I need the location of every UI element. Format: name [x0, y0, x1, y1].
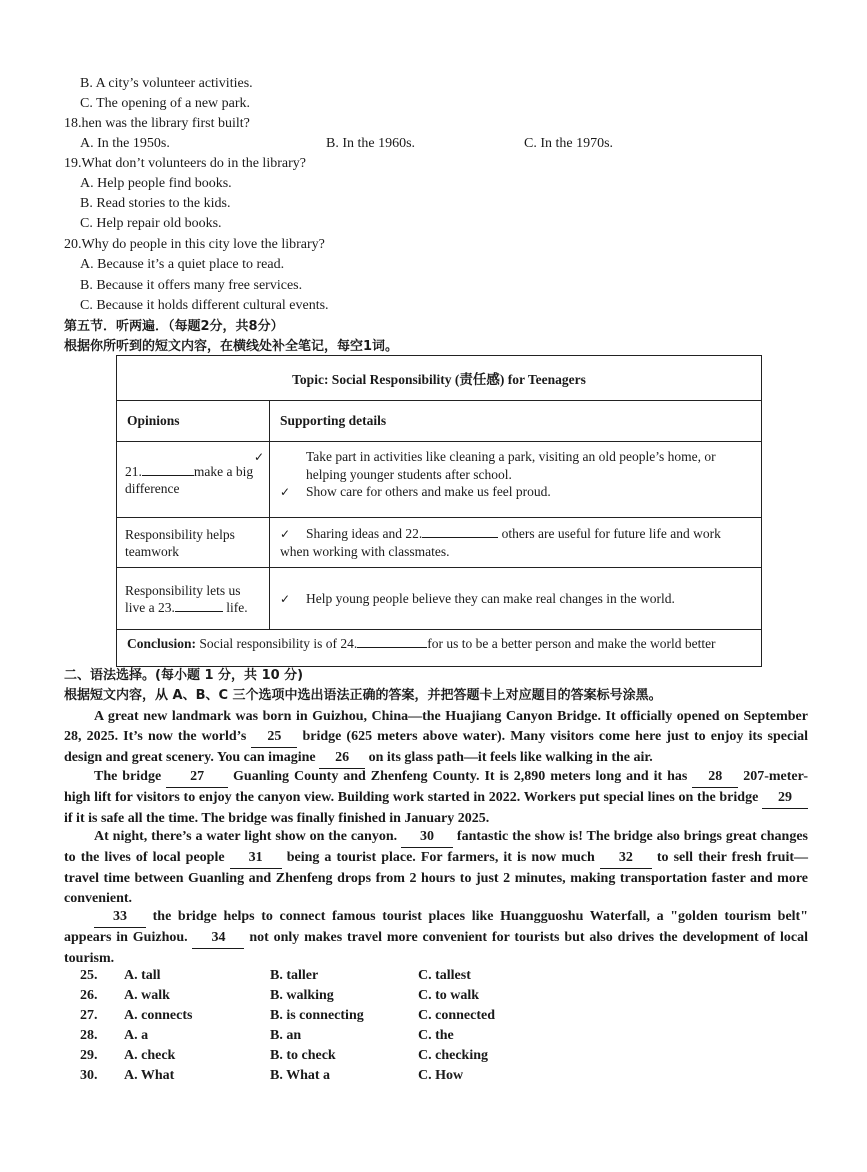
column-header-opinions: Opinions [117, 401, 270, 442]
detail-text: Help young people believe they can make real changes in the world. [306, 590, 675, 606]
passage-text: bridge (625 meters above water). Many visitors come here just to enjoy its special design and great scenery. You can imagine [64, 729, 808, 765]
detail-text: Show care for others and make us feel proud. [306, 484, 551, 499]
passage-text: on its glass path—it feels like walking in the air. [365, 750, 653, 765]
conclusion-label: Conclusion: [127, 636, 197, 651]
notes-topic: Topic: Social Responsibility (责任感) for Teenagers [117, 356, 762, 401]
question-number: 29. [80, 1048, 98, 1063]
option-c[interactable]: C. checking [418, 1048, 488, 1063]
conclusion-text: for us to be a better person and make the world better [427, 636, 716, 651]
blank-24[interactable] [357, 647, 427, 648]
conclusion-cell [117, 630, 762, 667]
blank-22[interactable] [422, 537, 498, 538]
option-b[interactable]: B. What a [270, 1068, 331, 1083]
passage-text: if it is safe all the time. The bridge was finally finished in January 2025. [64, 811, 490, 826]
q20-option-c: C. Because it holds different cultural events. [80, 298, 329, 313]
table-row [117, 442, 762, 518]
option-c[interactable]: C. the [418, 1028, 454, 1043]
details-cell [254, 442, 762, 518]
option-b[interactable]: B. an [270, 1028, 302, 1043]
blank-26[interactable]: 26 [319, 748, 365, 769]
option-a[interactable]: A. a [124, 1028, 149, 1043]
question-number: 27. [80, 1008, 98, 1023]
blank-29[interactable]: 29 [762, 788, 808, 809]
question-number: 28. [80, 1028, 98, 1043]
option-c[interactable]: C. to walk [418, 988, 480, 1003]
option-b[interactable]: B. to check [270, 1048, 336, 1063]
option-a[interactable]: A. check [124, 1048, 176, 1063]
passage-paragraph-2 [64, 767, 808, 829]
detail-text: Sharing ideas and 22. [306, 526, 423, 541]
check-icon: ✓ [280, 591, 291, 606]
option-a[interactable]: A. What [124, 1068, 175, 1083]
question-number: 25. [80, 968, 98, 983]
passage-text: Guanling County and Zhenfeng County. It is 2,890 meters long and it has [228, 769, 693, 784]
opinion-cell [117, 442, 270, 518]
opinion-cell: Responsibility helps teamwork [117, 518, 270, 568]
conclusion-text: Social responsibility is of 24. [196, 636, 358, 651]
option-c[interactable]: C. connected [418, 1008, 495, 1023]
notes-table [116, 355, 762, 667]
detail-text: Take part in activities like cleaning a park, visiting an old people’s home, or helping younger students after school. [306, 449, 716, 482]
q19-option-c: C. Help repair old books. [80, 216, 222, 231]
blank-28[interactable]: 28 [692, 767, 738, 788]
q18-option-b: B. In the 1960s. [326, 136, 416, 151]
check-icon: ✓ [254, 450, 265, 464]
option-c[interactable]: C. How [418, 1068, 464, 1083]
opinion-cell [117, 568, 270, 630]
blank-21-label: 21. [125, 463, 142, 479]
q19-stem: 19.What don’t volunteers do in the library? [64, 156, 306, 171]
table-row [117, 568, 762, 630]
passage-text: fantastic the show is! The bridge also brings great changes to the lives of local people [64, 829, 808, 865]
check-icon: ✓ [280, 485, 291, 499]
q20-stem: 20.Why do people in this city love the library? [64, 237, 325, 252]
option-c[interactable]: C. tallest [418, 968, 471, 983]
grammar-title: 二、语法选择。(每小题 1 分，共 10 分) [64, 668, 304, 683]
opinion-text: make a big difference [125, 463, 254, 496]
q20-option-a: A. Because it’s a quiet place to read. [80, 257, 285, 272]
section5-title: 第五节．听两遍．（每题2分，共8分） [64, 319, 284, 334]
grammar-instruction: 根据短文内容，从 A、B、C 三个选项中选出语法正确的答案，并把答题卡上对应题目的答案标号涂黑。 [64, 688, 662, 703]
passage-text: A great new landmark was born in Guizhou, China—the Huajiang Canyon Bridge. It officially opened on September 28, 2025. It’s now the world’s [64, 709, 808, 744]
table-row [117, 518, 762, 568]
blank-27[interactable]: 27 [166, 767, 228, 788]
option-b[interactable]: B. taller [270, 968, 319, 983]
passage-text: 207-meter-high lift for visitors to enjoy the canyon view. Building work started in 2022. Workers put special lines on the bridge [64, 769, 808, 805]
q17-option-b: B. A city’s volunteer activities. [80, 76, 253, 91]
blank-23[interactable] [175, 611, 223, 612]
passage-text: not only makes travel more convenient for tourists but also drives the development of local tourism. [64, 930, 808, 966]
details-cell [270, 568, 762, 630]
passage-text: to sell their fresh fruit—travel time between Guanling and Zhenfeng drops from 2 hours to just 2 minutes, making transportation faster and more convenient. [64, 850, 809, 906]
passage-text: At night, there’s a water light show on the canyon. [94, 829, 402, 844]
opinion-text: Responsibility lets us live a 23. [125, 582, 241, 615]
q18-stem: 18.hen was the library first built? [64, 116, 250, 131]
q17-option-c: C. The opening of a new park. [80, 96, 251, 111]
option-a[interactable]: A. walk [124, 988, 170, 1003]
q20-option-b: B. Because it offers many free services. [80, 278, 303, 293]
opinion-text: life. [222, 599, 248, 615]
blank-31[interactable]: 31 [230, 848, 282, 869]
option-b[interactable]: B. is connecting [270, 1008, 364, 1023]
passage-text: the bridge helps to connect famous tourist places like Huangguoshu Waterfall, a "golden tourism belt" appears in Guizhou. [64, 909, 808, 945]
passage-paragraph-1 [64, 707, 808, 769]
section5-instruction: 根据你所听到的短文内容，在横线处补全笔记，每空1词。 [64, 339, 399, 354]
detail-text: others are useful for future life and work when working with classmates. [280, 526, 721, 559]
q18-option-a: A. In the 1950s. [80, 136, 170, 151]
details-cell [270, 518, 762, 568]
q18-option-c: C. In the 1970s. [524, 136, 614, 151]
passage-paragraph-3 [64, 827, 808, 909]
blank-21[interactable] [142, 475, 194, 476]
passage-text: The bridge [94, 769, 167, 784]
option-a[interactable]: A. connects [124, 1008, 193, 1023]
option-a[interactable]: A. tall [124, 968, 161, 983]
question-number: 26. [80, 988, 98, 1003]
table-row [117, 630, 762, 667]
column-header-details: Supporting details [270, 401, 762, 442]
q19-option-a: A. Help people find books. [80, 176, 232, 191]
blank-32[interactable]: 32 [600, 848, 652, 869]
q19-option-b: B. Read stories to the kids. [80, 196, 231, 211]
blank-30[interactable]: 30 [401, 827, 453, 848]
option-b[interactable]: B. walking [270, 988, 334, 1003]
passage-text: being a tourist place. For farmers, it is now much [281, 850, 600, 865]
question-number: 30. [80, 1068, 98, 1083]
blank-25[interactable]: 25 [251, 727, 297, 748]
passage-paragraph-4 [64, 907, 808, 969]
blank-33[interactable]: 33 [94, 907, 146, 928]
blank-34[interactable]: 34 [192, 928, 244, 949]
check-icon: ✓ [280, 527, 291, 541]
